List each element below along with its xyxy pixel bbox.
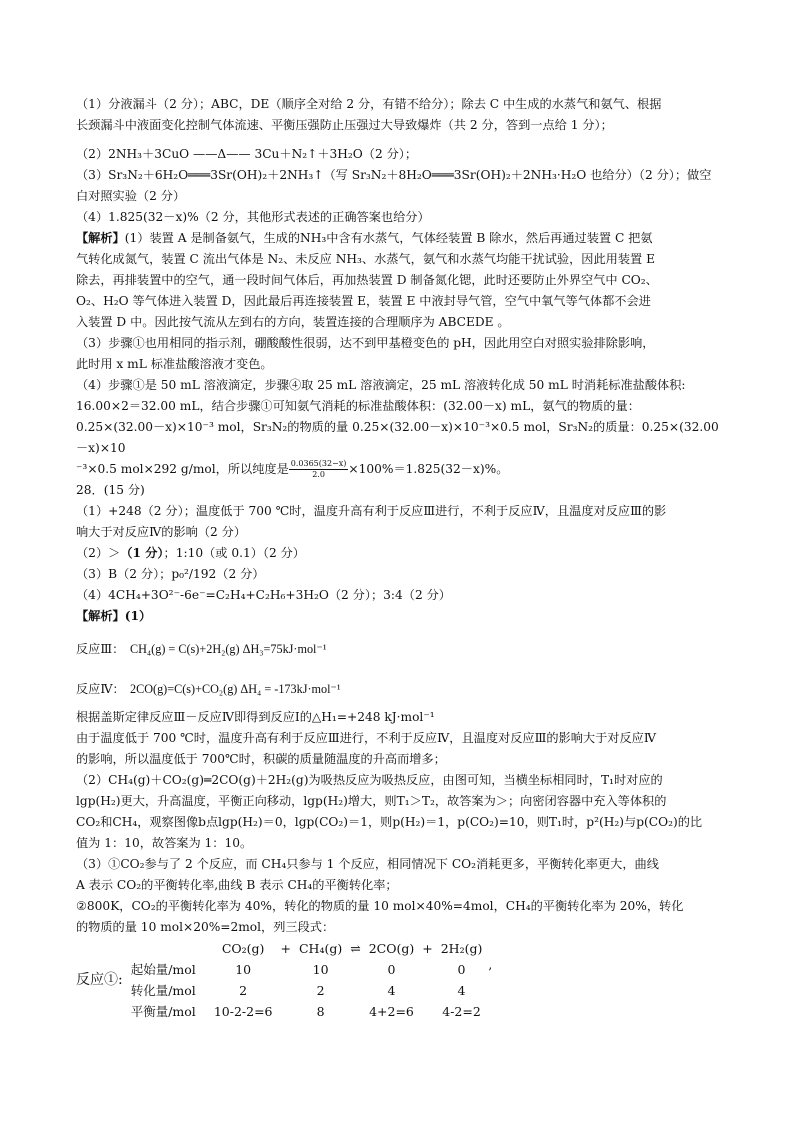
answer-score: （1 分） [120,546,164,560]
analysis-line: 由于温度低于 700 ℃时，温度升高有利于反应Ⅲ进行，不利于反应Ⅳ，且温度对反应Ⅲ的影响大于对反应Ⅳ [76,731,657,745]
ice-header-cell: + [280,941,291,956]
analysis-line: 除去，再排装置中的空气，通一段时间气体后，再加热装置 D 制备氮化锶，此时还要防止外界空气中 CO₂、 [76,273,658,287]
answer-text: （2）＞ [76,546,121,560]
reaction-iv [76,673,726,707]
analysis-line [76,228,726,249]
analysis-line: （4）步骤①是 50 mL 溶液滴定，步骤④取 25 mL 溶液滴定，25 mL 溶液转化成 50 mL 时消耗标准盐酸体积: [76,378,686,392]
question-number: 28．(15 分) [76,483,145,497]
answer-line: （3）Sr₃N₂＋6H₂O═══3Sr(OH)₂＋2NH₃↑（写 Sr₃N₂＋8H₂O═══3Sr(OH)₂＋2NH₃·H₂O 也给分）（2 分）；做空 [76,168,712,182]
analysis-line: 的影响，所以温度低于 700℃时，积碳的质量随温度的升高而增多； [76,752,446,766]
analysis-line: A 表示 CO₂的平衡转化率,曲线 B 表示 CH₄的平衡转化率； [76,878,398,892]
answer-line [76,543,726,564]
ice-row [127,959,487,980]
ice-header-cell: + [422,941,433,956]
ice-cell: 0 [457,962,466,977]
analysis-line: 入装置 D 中。因此按气流从左到右的方向，装置连接的合理顺序为 ABCEDE 。 [76,315,510,329]
analysis-line: ②800K，CO₂的平衡转化率为 40%，转化的物质的量 10 mol×40%=4mol，CH₄的平衡转化率为 20%，转化 [76,899,684,913]
ice-row [127,980,487,1001]
reaction-iii [76,633,726,667]
answer-line: （4）1.825(32－x)%（2 分，其他形式表述的正确答案也给分） [76,210,430,224]
analysis-line: 此时用 x mL 标准盐酸溶液才变色。 [76,357,273,371]
ice-header-cell: 2CO(g) [368,941,415,956]
ice-table-block [76,938,726,1022]
ice-header-row [127,938,487,959]
answer-line: （3）B（2 分）；p₀²/192（2 分） [76,567,265,581]
analysis-line: 的物质的量 10 mol×20%=2mol，列三段式： [76,920,335,934]
ice-row-label: 起始量/mol [130,962,196,977]
ice-cell: 4-2=2 [442,1004,481,1019]
reaction-label: 反应Ⅳ： [76,682,125,696]
ice-cell: 10 [312,962,329,977]
analysis-line [76,459,726,480]
answer-line: 响大于对反应Ⅳ的影响（2 分） [76,525,247,539]
answer-text: ；1:10（或 0.1）（2 分） [163,546,305,560]
answer-line: （1）分液漏斗（2 分）；ABC，DE（顺序全对给 2 分，有错不给分）；除去 C 中生成的水蒸气和氨气、根据 [76,97,662,111]
analysis-tag: 【解析】 [76,231,125,245]
analysis-text: ×100%＝1.825(32－x)%。 [348,462,509,476]
analysis-tag: 【解析】(1） [76,609,152,623]
analysis-line: （3）①CO₂参与了 2 个反应，而 CH₄只参与 1 个反应，相同情况下 CO₂消耗更多，平衡转化率更大，曲线 [76,857,659,871]
answer-line: 白对照实验（2 分） [76,189,186,203]
ice-row-label: 平衡量/mol [130,1004,196,1019]
analysis-line: CO₂和CH₄，观察图像b点lgp(H₂)＝0，lgp(CO₂)＝1，则p(H₂)＝1，p(CO₂)=10，则T₁时，p²(H₂)与p(CO₂)的比 [76,815,703,829]
ice-row-label: 转化量/mol [130,983,196,998]
ice-cell: 10-2-2=6 [213,1004,273,1019]
ice-cell: 4 [457,983,466,998]
ice-cell: 2 [239,983,248,998]
ice-cell: 4 [387,983,396,998]
analysis-line: （3）步骤①也用相同的指示剂，硼酸酸性很弱，达不到甲基橙变色的 pH，因此用空白对照实验排除影响， [76,336,655,350]
ice-trailing-comma: , [488,957,493,972]
ice-header-cell: CH₄(g) [298,941,343,956]
analysis-line: 根据盖斯定律反应Ⅲ－反应Ⅳ即得到反应Ⅰ的△H₁=+248 kJ·mol⁻¹ [76,710,435,724]
ice-header-cell: ⇌ [350,941,361,956]
fraction-numerator: 0.0365(32−x) [290,459,347,468]
ice-header-cell: CO₂(g) [221,941,265,956]
ice-row [127,1001,487,1022]
analysis-line: lgp(H₂)更大，升高温度，平衡正向移动，lgp(H₂)增大，则T₁＞T₂，故答案为＞；向密闭容器中充入等体积的 [76,794,667,808]
ice-cell: 4+2=6 [369,1004,414,1019]
answer-page [76,94,726,1022]
reaction-label: 反应Ⅲ： [76,642,125,656]
answer-line: （4）4CH₄+3O²⁻-6e⁻=C₂H₄+C₂H₆+3H₂O（2 分）；3:4（2 分） [76,588,451,602]
fraction-denominator: 2.0 [312,470,325,479]
ice-cell: 8 [316,1004,325,1019]
ice-label: 反应①: [76,971,123,988]
ice-header-cell: 2H₂(g) [440,941,483,956]
analysis-line: （2）CH₄(g)＋CO₂(g)═2CO(g)＋2H₂(g)为吸热反应为吸热反应，由图可知，当横坐标相同时，T₁时对应的 [76,773,663,787]
analysis-line: 0.25×(32.00－x)×10⁻³ mol，Sr₃N₂的物质的量 0.25×(32.00－x)×10⁻³×0.5 mol，Sr₃N₂的质量：0.25×(32.00－x)×10 [76,420,719,455]
analysis-line: O₂、H₂O 等气体进入装置 D，因此最后再连接装置 E，装置 E 中液封导气管，空气中氧气等气体都不会进 [76,294,651,308]
answer-line: （2）2NH₃＋3CuO ——Δ—— 3Cu＋N₂↑＋3H₂O（2 分）； [76,147,418,161]
reaction-equation: CH₄(g) = C(s)+2H₂(g) ΔH₃=75kJ·mol⁻¹ [130,642,327,656]
analysis-line: 气转化成氮气，装置 C 流出气体是 N₂、未反应 NH₃、水蒸气，氨气和水蒸气均能干扰试验，因此用装置 E [76,252,656,266]
analysis-text: ⁻³×0.5 mol×292 g/mol，所以纯度是 [76,462,289,476]
answer-line: 长颈漏斗中液面变化控制气体流速、平衡压强防止压强过大导致爆炸（共 2 分，答到一点给 1 分）； [76,118,613,132]
reaction-equation: 2CO(g)=C(s)+CO₂(g) ΔH₄ = -173kJ·mol⁻¹ [130,682,341,696]
answer-line: （1）+248（2 分）；温度低于 700 ℃时，温度升高有利于反应Ⅲ进行，不利于反应Ⅳ，且温度对反应Ⅲ的影 [76,504,667,518]
analysis-line: 16.00×2＝32.00 mL，结合步骤①可知氨气消耗的标准盐酸体积：(32.00－x) mL，氨气的物质的量： [76,399,640,413]
analysis-text: (1）装置 A 是制备氨气，生成的NH₃中含有水蒸气，气体经装置 B 除水，然后再通过装置 C 把氨 [124,231,653,245]
ice-cell: 10 [235,962,252,977]
purity-fraction [289,459,349,480]
analysis-line: 值为 1：10，故答案为 1：10。 [76,836,253,850]
ice-table [127,938,487,1022]
ice-cell: 2 [316,983,325,998]
ice-cell: 0 [387,962,396,977]
